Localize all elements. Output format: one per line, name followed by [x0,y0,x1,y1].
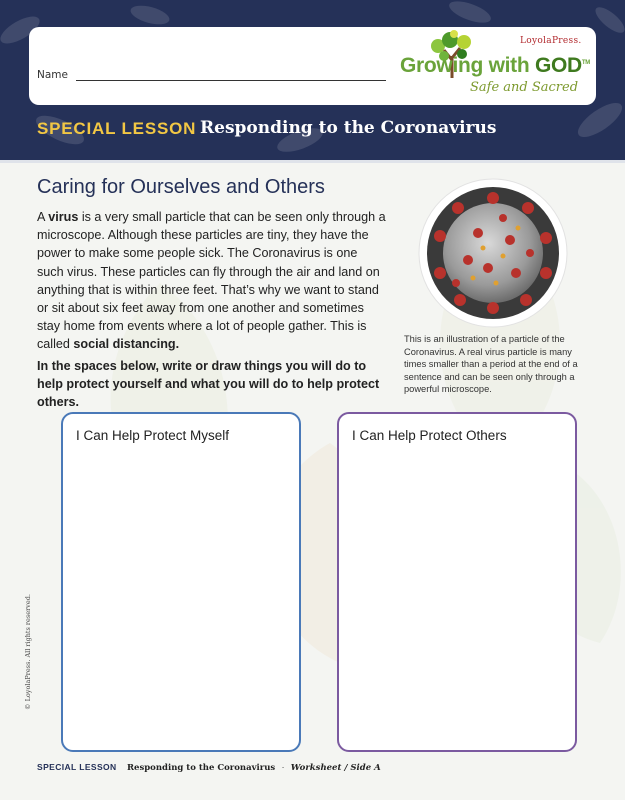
brand-title: Growing with GOD™ [400,54,590,77]
name-label: Name [37,69,68,81]
protect-others-title: I Can Help Protect Others [352,428,507,443]
body-paragraph: A virus is a very small particle that can be seen only through a microscope. Although these particles are tiny, they have the power to make some people sick. The Coronavirus is one such virus. These particles can fly through the air and land on anything that is within three feet. That’s why we want to stand or sit about six feet away from one another and sometimes stay home from events where a lot of people gather. This is called social distancing. [37,210,386,352]
protect-myself-box[interactable] [61,412,301,752]
protect-others-box[interactable] [337,412,577,752]
footer [37,762,381,773]
footer-special-lesson: SPECIAL LESSON [37,762,117,772]
instruction-text: In the spaces below, write or draw things you will do to help protect yourself and what you will do to help protect others. [37,359,380,410]
footer-lesson-title: Responding to the Coronavirus [126,763,276,773]
publisher-logo: LoyolaPress. [520,36,582,46]
name-write-line[interactable] [76,80,386,81]
brand-tagline: Safe and Sacred [470,80,579,95]
lesson-title: Responding to the Coronavirus [200,118,497,138]
copyright-credit: © LoyolaPress. All rights reserved. [24,594,32,710]
virus-caption: This is an illustration of a particle of the Coronavirus. A real virus particle is many times smaller than a period at the end of a sentence and can be seen only through a powerful microscope. [404,334,578,394]
footer-separator: · [281,762,285,772]
footer-worksheet-label: Worksheet / Side A [290,763,381,773]
protect-myself-title: I Can Help Protect Myself [76,428,230,443]
special-lesson-label: SPECIAL LESSON [37,119,197,138]
coronavirus-illustration-icon [418,178,568,328]
section-heading: Caring for Ourselves and Others [37,176,325,198]
